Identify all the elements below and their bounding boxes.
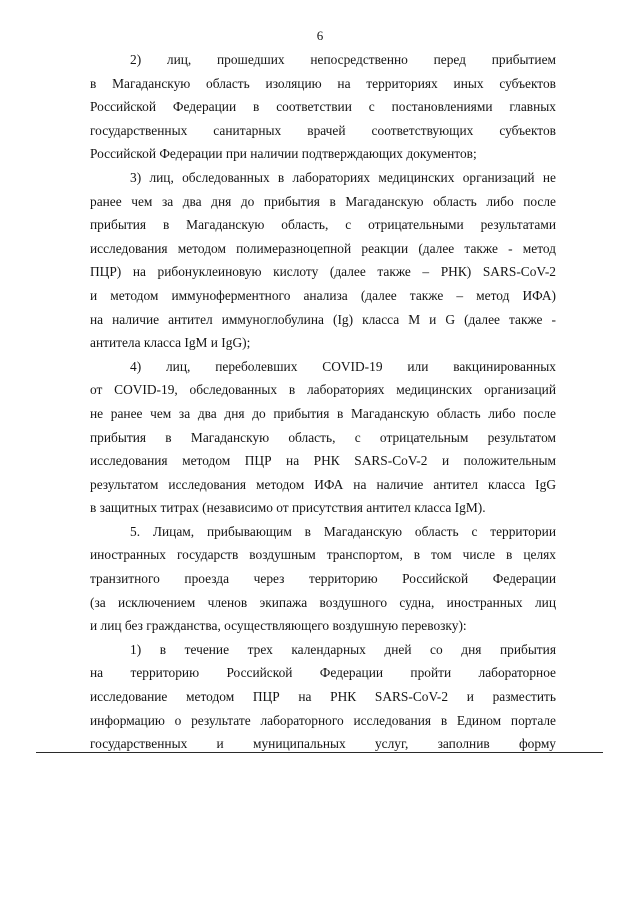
paragraph-item-2	[90, 48, 556, 166]
text-line: 5. Лицам, прибывающим в Магаданскую область с территории	[130, 523, 556, 539]
text-line: ПЦР) на рибонуклеиновую кислоту (далее также – РНК) SARS-CoV-2	[90, 264, 556, 280]
text-line: 2) лиц, прошедших непосредственно перед прибытием	[130, 52, 556, 67]
text-line: не ранее чем за два дня до прибытия в Магаданскую область либо после	[90, 405, 556, 421]
page-number: 6	[316, 28, 324, 43]
text-line: на территорию Российской Федерации пройти лабораторное	[90, 665, 556, 681]
text-line: прибытия в Магаданскую область, с отрицательными результатами	[90, 217, 556, 233]
text-line: 1) в течение трех календарных дней со дня прибытия	[130, 641, 556, 657]
paragraph-item-5-1	[90, 638, 556, 756]
text-line: в защитных титрах (независимо от присутствия антител класса IgM).	[90, 500, 486, 516]
text-line: иностранных государств воздушным транспортом, в том числе в целях	[90, 547, 556, 563]
text-line: исследования методом полимеразноцепной реакции (далее также - метод	[90, 240, 556, 256]
paragraph-item-4	[90, 355, 556, 520]
text-line: прибытия в Магаданскую область, с отрицательным результатом	[90, 429, 556, 445]
text-line: в Магаданскую область изоляцию на территориях иных субъектов	[90, 75, 556, 91]
text-line: Российской Федерации при наличии подтверждающих документов;	[90, 146, 477, 162]
text-line: 3) лиц, обследованных в лабораториях медицинских организаций не	[130, 169, 556, 185]
paragraph-item-5	[90, 520, 556, 638]
text-line: государственных и муниципальных услуг, заполнив форму	[90, 736, 556, 752]
text-line: ранее чем за два дня до прибытия в Магаданскую область либо после	[90, 193, 556, 209]
text-line: и лиц без гражданства, осуществляющего воздушную перевозку):	[90, 618, 467, 634]
text-line: Российской Федерации в соответствии с постановлениями главных	[90, 99, 556, 115]
text-line: исследование методом ПЦР на РНК SARS-CoV-2 и разместить	[90, 689, 556, 705]
text-line: информацию о результате лабораторного исследования в Едином портале	[90, 712, 556, 728]
paragraph-item-3	[90, 166, 556, 355]
text-line: (за исключением членов экипажа воздушного судна, иностранных лиц	[90, 594, 556, 610]
text-line: 4) лиц, переболевших COVID-19 или вакцинированных	[130, 358, 556, 374]
footer-divider	[36, 752, 603, 753]
text-line: от COVID-19, обследованных в лабораториях медицинских организаций	[90, 382, 556, 398]
text-line: и методом иммуноферментного анализа (далее также – метод ИФА)	[90, 287, 556, 303]
text-line: результатом исследования методом ИФА на наличие антител класса IgG	[90, 476, 556, 492]
text-line: антитела класса IgM и IgG);	[90, 335, 251, 351]
text-line: транзитного проезда через территорию Российской Федерации	[90, 571, 556, 587]
document-body	[90, 48, 556, 756]
text-line: государственных санитарных врачей соответствующих субъектов	[90, 122, 556, 138]
text-line: исследования методом ПЦР на РНК SARS-CoV-2 и положительным	[90, 453, 556, 469]
text-line: на наличие антител иммуноглобулина (Ig) класса M и G (далее также -	[90, 311, 556, 327]
